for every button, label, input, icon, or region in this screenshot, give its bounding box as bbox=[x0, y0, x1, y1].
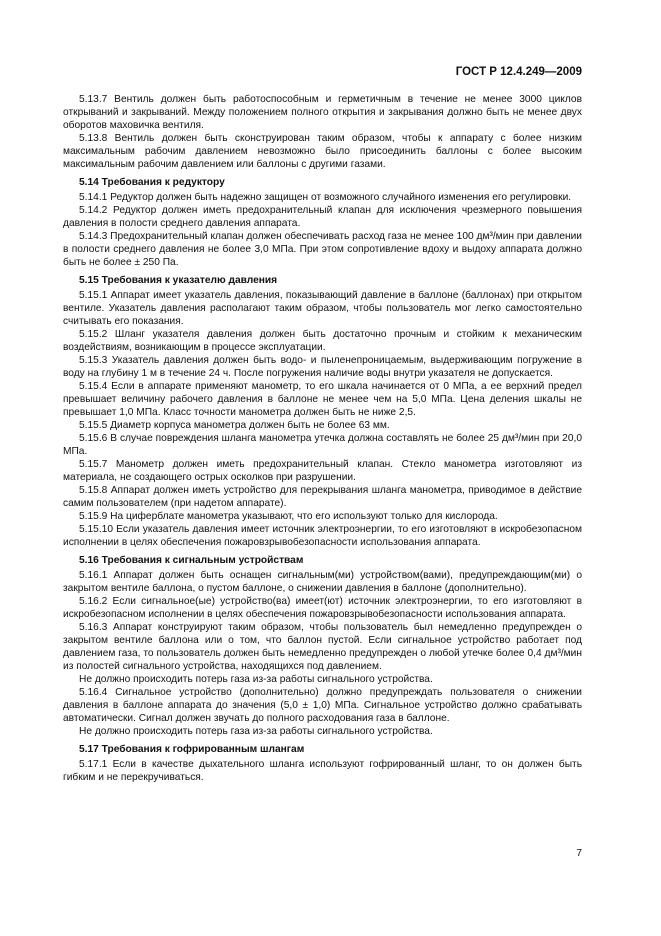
paragraph-5-15-6: 5.15.6 В случае повреждения шланга манометра утечка должна составлять не более 25 дм³/мин при 20,0 МПа. bbox=[63, 433, 582, 457]
standard-code-header: ГОСТ Р 12.4.249—2009 bbox=[455, 66, 582, 78]
section-heading-5-16: 5.16 Требования к сигнальным устройствам bbox=[79, 555, 304, 566]
paragraph-5-15-5: 5.15.5 Диаметр корпуса манометра должен быть не более 63 мм. bbox=[79, 420, 390, 431]
paragraph-5-15-2: 5.15.2 Шланг указателя давления должен быть достаточно прочным и стойким к механическим воздействиям, возникающим в процессе эксплуатации. bbox=[63, 329, 582, 353]
paragraph-5-15-9: 5.15.9 На циферблате манометра указывают, что его используют только для кислорода. bbox=[79, 511, 498, 522]
paragraph-5-15-8: 5.15.8 Аппарат должен иметь устройство для перекрывания шланга манометра, приводимое в действие самим пользователем (при надетом аппарате). bbox=[63, 485, 582, 509]
paragraph-5-16-4-note: Не должно происходить потерь газа из-за работы сигнального устройства. bbox=[79, 726, 433, 737]
paragraph-5-13-7: 5.13.7 Вентиль должен быть работоспособным и герметичным в течение не менее 3000 циклов открываний и закрываний. Между положением полного открытия и закрывания должно быть не менее двух оборотов маховичка вентиля. bbox=[63, 94, 582, 131]
paragraph-5-17-1: 5.17.1 Если в качестве дыхательного шланга используют гофрированный шланг, то он должен быть гибким и не перекручиваться. bbox=[63, 759, 582, 783]
section-heading-5-14: 5.14 Требования к редуктору bbox=[79, 177, 225, 188]
paragraph-5-14-3: 5.14.3 Предохранительный клапан должен обеспечивать расход газа не менее 100 дм³/мин при давлении в полости среднего давления не более 3,0 МПа. При этом сопротивление вдоху и выдоху аппарата должно быть не более ± 250 Па. bbox=[63, 231, 582, 268]
paragraph-5-16-1: 5.16.1 Аппарат должен быть оснащен сигнальным(ми) устройством(вами), предупреждающим(ми) о закрытом вентиле баллона, о пустом баллоне, о снижении давления в баллоне (дополнительно). bbox=[63, 570, 582, 594]
paragraph-5-16-2: 5.16.2 Если сигнальное(ые) устройство(ва) имеет(ют) источник электроэнергии, то его изготовляют в искробезопасном исполнении в целях обеспечения пожаровзрывобезопасности использования аппарата. bbox=[63, 596, 582, 620]
paragraph-5-16-3-note: Не должно происходить потерь газа из-за работы сигнального устройства. bbox=[79, 674, 433, 685]
document-body bbox=[63, 93, 582, 784]
section-heading-5-17: 5.17 Требования к гофрированным шлангам bbox=[79, 744, 305, 755]
paragraph-5-14-1: 5.14.1 Редуктор должен быть надежно защищен от возможного случайного изменения его регулировки. bbox=[79, 192, 572, 203]
paragraph-5-13-8: 5.13.8 Вентиль должен быть сконструирован таким образом, чтобы к аппарату с более низким максимальным рабочим давлением невозможно было присоединить баллоны с более высоким максимальным рабочим давлением или баллоны с другими газами. bbox=[63, 133, 582, 170]
section-heading-5-15: 5.15 Требования к указателю давления bbox=[79, 275, 278, 286]
paragraph-5-16-4: 5.16.4 Сигнальное устройство (дополнительно) должно предупреждать пользователя о снижении давления в баллоне аппарата до значения (5,0 ± 1,0) МПа. Сигнальное устройство должно срабатывать автоматически. Сигнал должен звучать до полного расходования газа в баллоне. bbox=[63, 687, 582, 724]
paragraph-5-15-1: 5.15.1 Аппарат имеет указатель давления, показывающий давление в баллоне (баллонах) при открытом вентиле. Указатель давления располагают таким образом, чтобы пользователь мог легко самостоятельно считывать его показания. bbox=[63, 290, 582, 327]
paragraph-5-15-7: 5.15.7 Манометр должен иметь предохранительный клапан. Стекло манометра изготовляют из материала, не создающего острых осколков при разрушении. bbox=[63, 459, 582, 483]
paragraph-5-15-3: 5.15.3 Указатель давления должен быть водо- и пыленепроницаемым, выдерживающим погружение в воду на глубину 1 м в течение 24 ч. После погружения наличие воды внутри указателя не допускается. bbox=[63, 355, 582, 379]
paragraph-5-15-10: 5.15.10 Если указатель давления имеет источник электроэнергии, то его изготовляют в искробезопасном исполнении в целях обеспечения пожаровзрывобезопасности использования аппарата. bbox=[63, 524, 582, 548]
paragraph-5-14-2: 5.14.2 Редуктор должен иметь предохранительный клапан для исключения чрезмерного повышения давления в полости среднего давления аппарата. bbox=[63, 205, 582, 229]
paragraph-5-16-3: 5.16.3 Аппарат конструируют таким образом, чтобы пользователь был немедленно предупрежден о закрытом вентиле баллона или о том, что баллон пустой. Если сигнальное устройство работает под давлением газа, то пользователь должен быть немедленно предупрежден о любой утечке более 0,4 дм³/мин из полостей сигнального устройства, находящихся под давлением. bbox=[63, 622, 582, 672]
paragraph-5-15-4: 5.15.4 Если в аппарате применяют манометр, то его шкала начинается от 0 МПа, а ее верхний предел превышает величину рабочего давления в баллоне не менее чем на 5,0 МПа. Цена деления шкалы не превышает 1,0 МПа. Класс точности манометра должен быть не ниже 2,5. bbox=[63, 381, 582, 418]
page-number: 7 bbox=[576, 848, 582, 859]
